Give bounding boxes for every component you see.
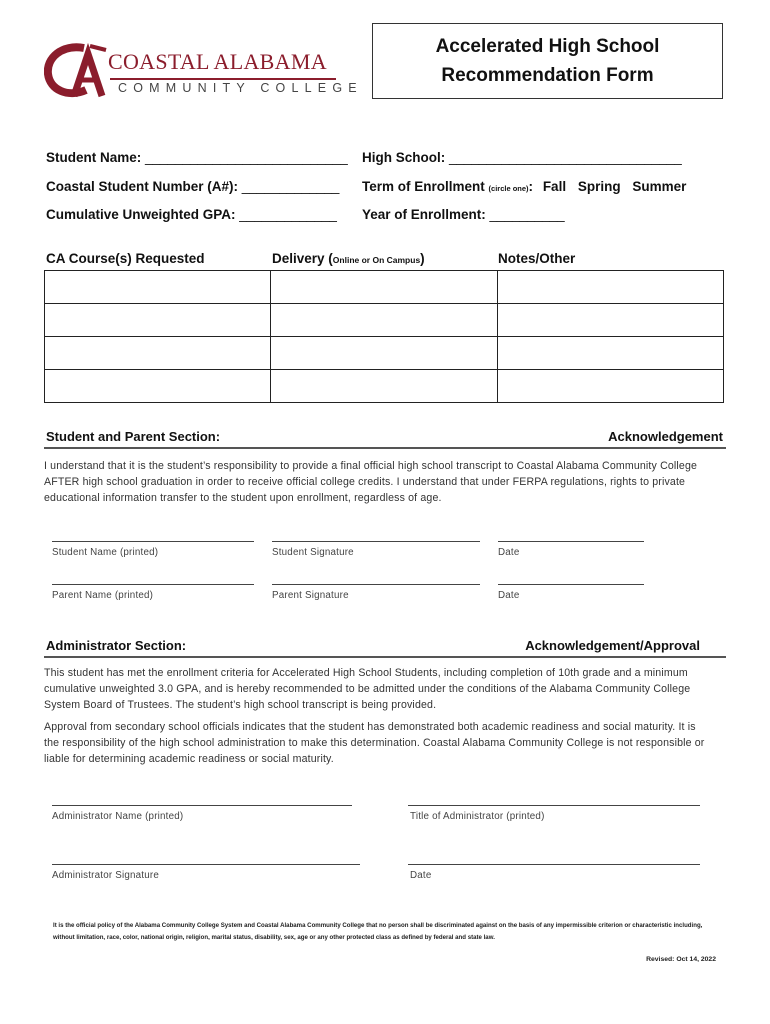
admin-name-caption: Administrator Name (printed) [52, 811, 184, 822]
delivery-cell[interactable] [271, 271, 497, 304]
student-section-title: Student and Parent Section: [46, 429, 221, 444]
student-ack-text: I understand that it is the student’s responsibility to provide a final official high school transcript to Coastal Alabama Community College AFTER high school graduation in order to receive official college credits. I understand that under FERPA regulations, rights to private educational information transfer to the student upon enrollment, regardless of age. [44, 460, 698, 505]
course-cell[interactable] [45, 337, 271, 370]
gpa-blank[interactable]: _____________ [239, 207, 337, 222]
delivery-cell[interactable] [271, 337, 497, 370]
coastal-number-field[interactable] [46, 179, 339, 194]
delivery-header-end: ) [420, 251, 425, 266]
admin-signature-line[interactable] [52, 864, 360, 865]
year-blank[interactable]: __________ [489, 207, 565, 222]
delivery-header-note: Online or On Campus [332, 255, 421, 265]
admin-date-line[interactable] [408, 864, 700, 865]
term-field [362, 179, 686, 194]
student-signature-caption: Student Signature [272, 547, 354, 558]
term-option-fall[interactable]: Fall [542, 179, 567, 194]
student-date-line[interactable] [498, 541, 644, 542]
notes-cell[interactable] [497, 304, 723, 337]
section-divider [44, 656, 726, 658]
student-name-line[interactable] [52, 541, 254, 542]
parent-name-line[interactable] [52, 584, 254, 585]
coastal-number-label: Coastal Student Number (A#): [46, 179, 239, 194]
college-logo [44, 40, 363, 100]
form-title-line1: Accelerated High School [435, 36, 660, 57]
table-row [45, 271, 724, 304]
admin-title-caption: Title of Administrator (printed) [410, 811, 545, 822]
delivery-cell[interactable] [271, 370, 497, 403]
student-name-blank[interactable]: ___________________________ [145, 150, 348, 165]
term-label: Term of Enrollment [362, 179, 485, 194]
year-field[interactable] [362, 207, 565, 222]
student-name-caption: Student Name (printed) [52, 547, 159, 558]
table-row [45, 337, 724, 370]
ca-monogram-icon [44, 40, 110, 100]
term-note: (circle one) [488, 184, 529, 193]
revised-date: Revised: Oct 14, 2022 [646, 956, 716, 963]
parent-signature-caption: Parent Signature [272, 590, 349, 601]
notes-cell[interactable] [497, 337, 723, 370]
term-option-spring[interactable]: Spring [577, 179, 621, 194]
admin-title-line[interactable] [408, 805, 700, 806]
logo-subtitle: COMMUNITY COLLEGE [118, 81, 363, 95]
table-row [45, 370, 724, 403]
gpa-label: Cumulative Unweighted GPA: [46, 207, 236, 222]
parent-name-caption: Parent Name (printed) [52, 590, 154, 601]
student-section-ack: Acknowledgement [608, 429, 723, 444]
admin-section-title: Administrator Section: [46, 638, 187, 653]
high-school-blank[interactable]: _______________________________ [449, 150, 682, 165]
gpa-field[interactable] [46, 207, 337, 222]
course-cell[interactable] [45, 304, 271, 337]
admin-signature-caption: Administrator Signature [52, 870, 159, 881]
high-school-label: High School: [362, 150, 446, 165]
admin-date-caption: Date [410, 870, 432, 881]
notes-cell[interactable] [497, 370, 723, 403]
notes-col-header: Notes/Other [498, 251, 576, 266]
parent-signature-line[interactable] [272, 584, 480, 585]
form-title-line2: Recommendation Form [441, 65, 654, 86]
admin-section-ack: Acknowledgement/Approval [525, 638, 700, 653]
course-cell[interactable] [45, 271, 271, 304]
form-title-box [372, 23, 723, 99]
table-row [45, 304, 724, 337]
parent-date-line[interactable] [498, 584, 644, 585]
notes-cell[interactable] [497, 271, 723, 304]
section-divider [44, 447, 726, 449]
year-label: Year of Enrollment: [362, 207, 486, 222]
term-colon: : [528, 179, 534, 194]
student-signature-line[interactable] [272, 541, 480, 542]
admin-approval-text: Approval from secondary school officials indicates that the student has demonstrated both academic readiness and social maturity. It is the responsibility of the high school administration to make this determination. Coastal Alabama Community College is not responsible or liable for determining academic readiness or social maturity. [44, 721, 705, 766]
course-col-header: CA Course(s) Requested [46, 251, 205, 266]
student-name-label: Student Name: [46, 150, 142, 165]
nondiscrimination-policy: It is the official policy of the Alabama Community College System and Coastal Alabama Community College that no person shall be discriminated against on the basis of any impermissible criterion or characteristic including, without limitation, race, color, national origin, religion, marital status, disability, sex, age or any other protected class as defined by federal and state law. [53, 922, 703, 941]
logo-rule [110, 78, 336, 80]
high-school-field[interactable] [362, 150, 682, 165]
admin-criteria-text: This student has met the enrollment criteria for Accelerated High School Students, including completion of 10th grade and a minimum cumulative unweighted 3.0 GPA, and is hereby recommended to be admitted under the conditions of the Alabama Community College System Board of Trustees. The student’s high school transcript is being provided. [44, 667, 691, 712]
course-cell[interactable] [45, 370, 271, 403]
delivery-cell[interactable] [271, 304, 497, 337]
student-name-field[interactable] [46, 150, 348, 165]
student-date-caption: Date [498, 547, 520, 558]
coastal-number-blank[interactable]: _____________ [241, 179, 340, 194]
admin-name-line[interactable] [52, 805, 352, 806]
course-table [44, 270, 724, 403]
term-option-summer[interactable]: Summer [632, 179, 687, 194]
delivery-col-header [272, 251, 425, 266]
logo-name: COASTAL ALABAMA [108, 49, 327, 74]
delivery-header-main: Delivery ( [272, 251, 333, 266]
parent-date-caption: Date [498, 590, 520, 601]
